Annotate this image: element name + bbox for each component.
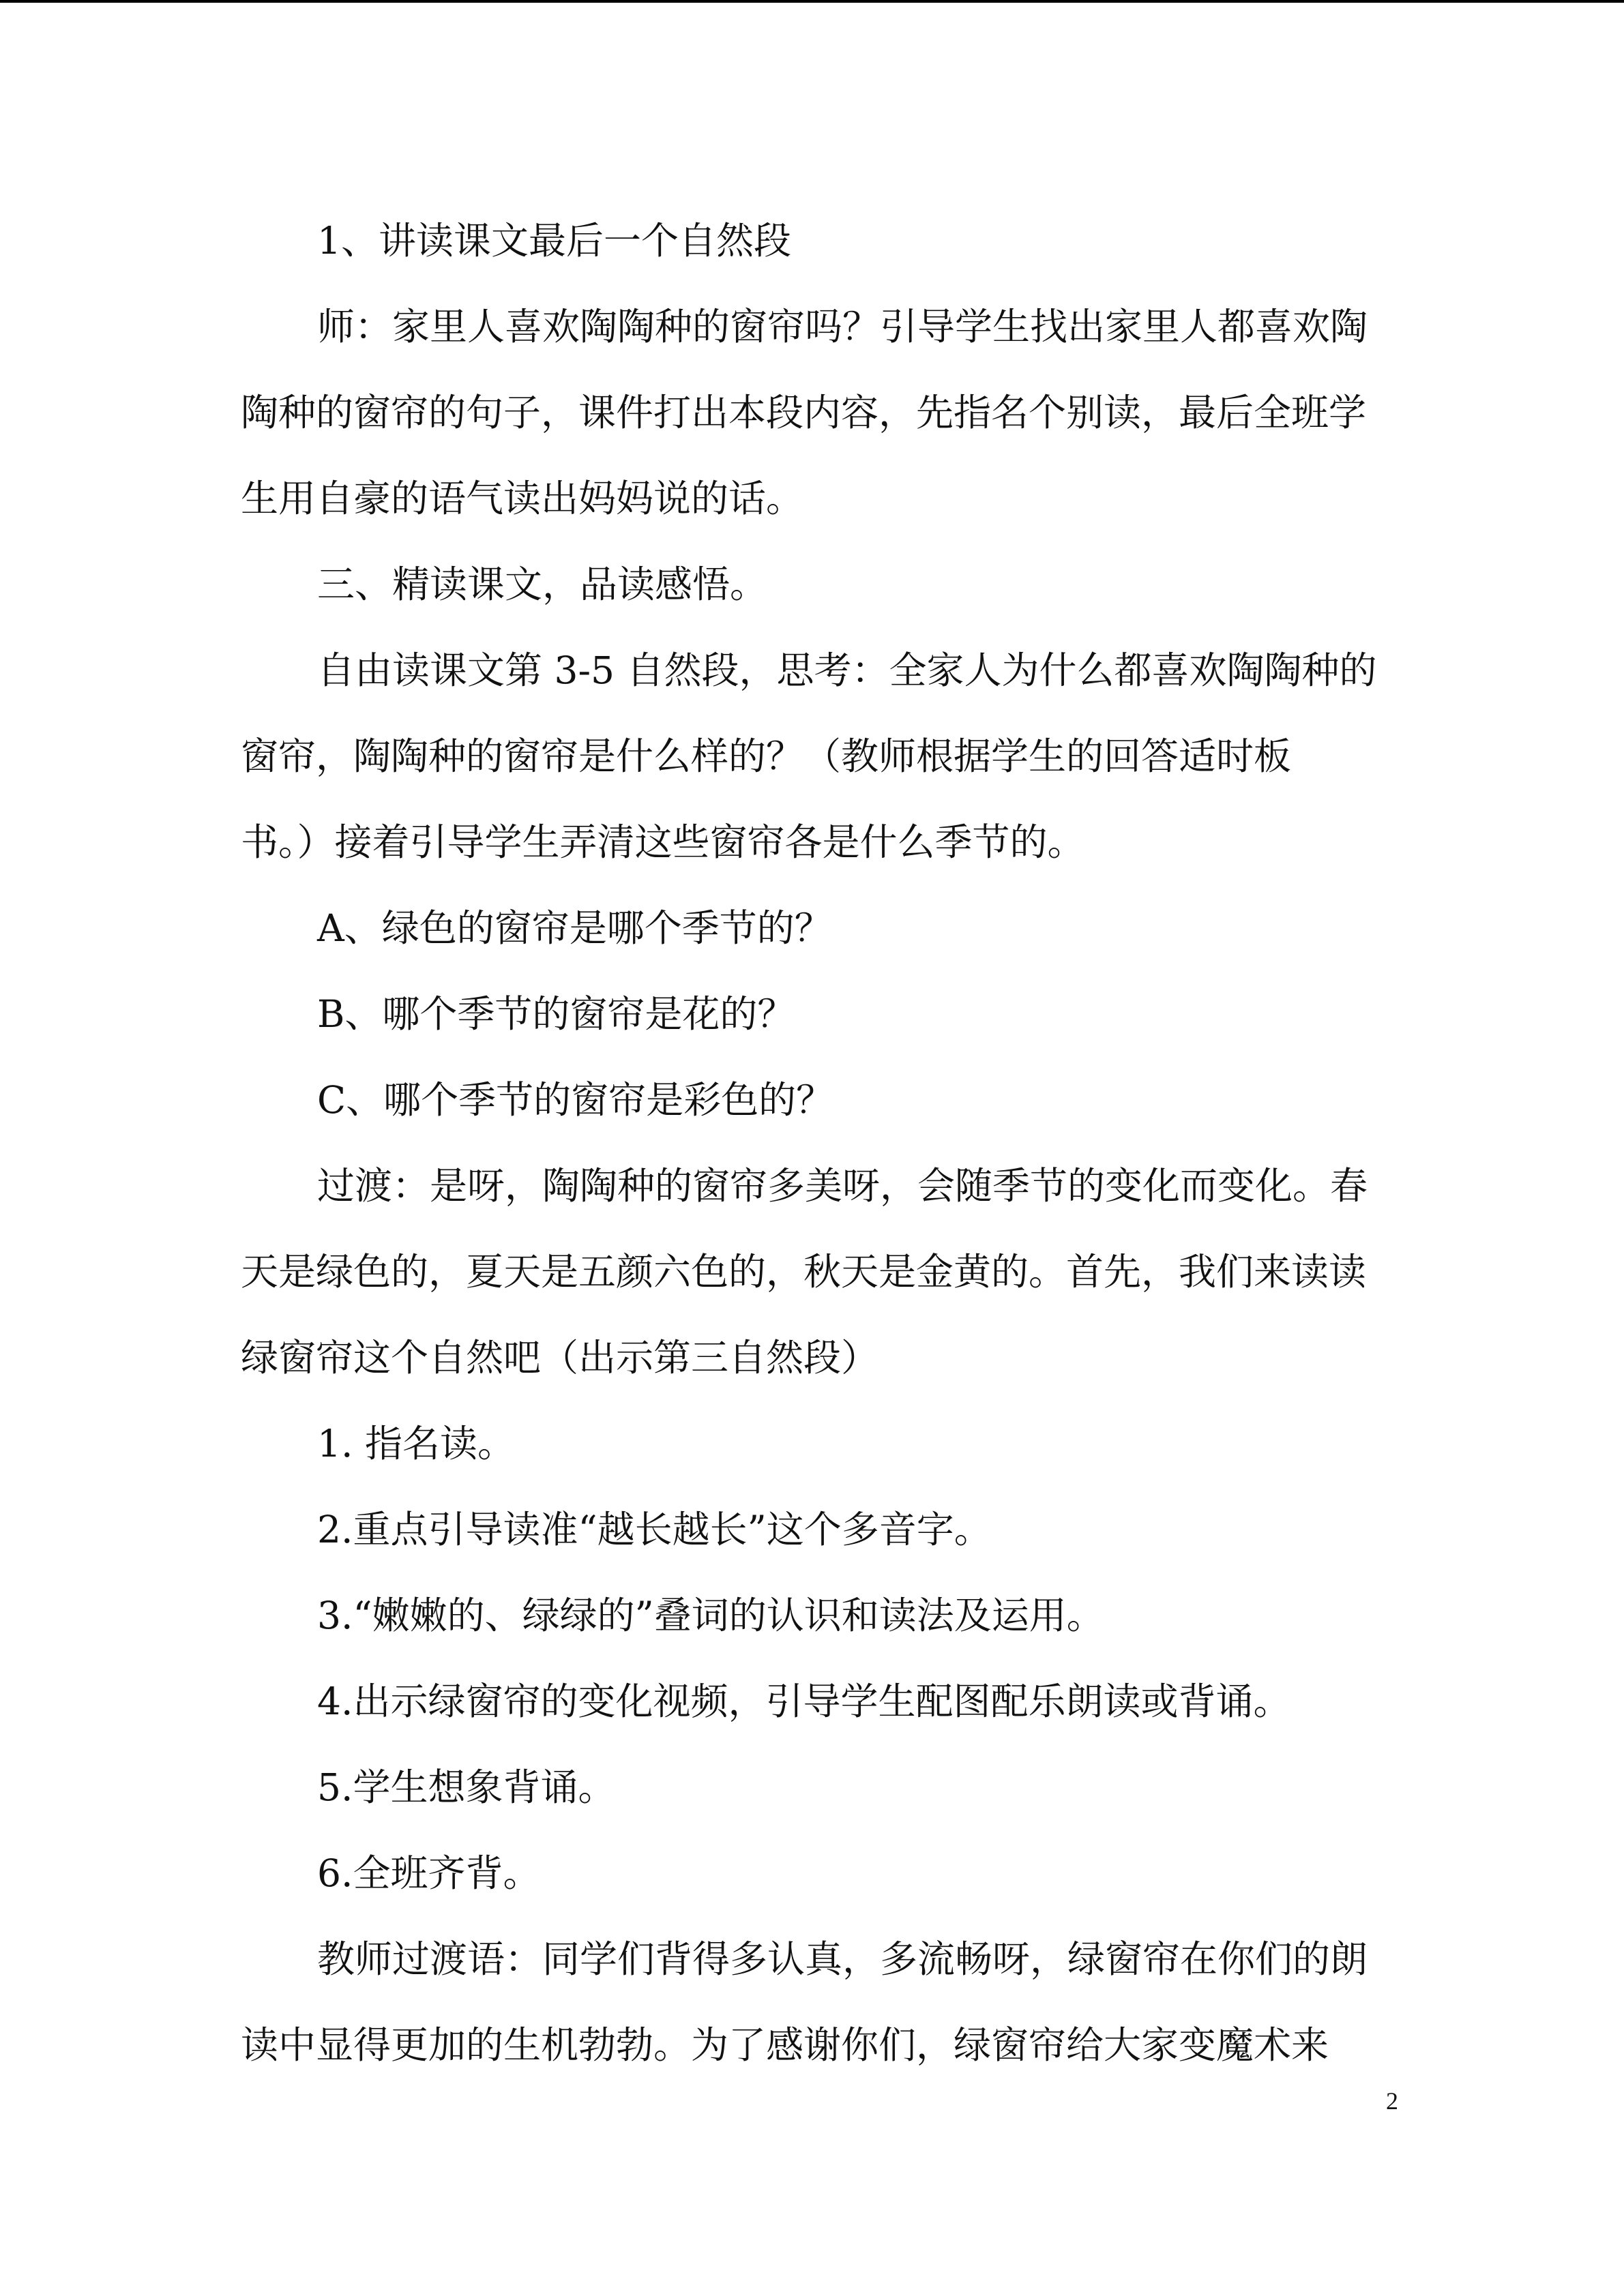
text-line: 2.重点引导读准“越长越长”这个多音字。 <box>317 1508 992 1551</box>
text-line: 教师过渡语：同学们背得多认真，多流畅呀，绿窗帘在你们的朗 <box>317 1937 1368 1981</box>
text-line: 读中显得更加的生机勃勃。为了感谢你们，绿窗帘给大家变魔术来 <box>241 2023 1329 2067</box>
text-line: 绿窗帘这个自然吧（出示第三自然段） <box>241 1336 879 1380</box>
text-line: 书。）接着引导学生弄清这些窗帘各是什么季节的。 <box>241 820 1085 864</box>
text-line: 1. 指名读。 <box>317 1422 515 1465</box>
text-line: 4.出示绿窗帘的变化视频，引导学生配图配乐朗读或背诵。 <box>317 1680 1291 1723</box>
text-line: 天是绿色的，夏天是五颜六色的，秋天是金黄的。首先，我们来读读 <box>241 1250 1367 1294</box>
text-line: 师：家里人喜欢陶陶种的窗帘吗？引导学生找出家里人都喜欢陶 <box>317 305 1368 348</box>
page-number: 2 <box>1386 2087 1398 2115</box>
text-line: 1、讲读课文最后一个自然段 <box>317 219 791 263</box>
text-line: 过渡：是呀，陶陶种的窗帘多美呀，会随季节的变化而变化。春 <box>317 1164 1368 1208</box>
text-line: 自由读课文第 3-5 自然段，思考：全家人为什么都喜欢陶陶种的 <box>317 648 1377 692</box>
text-line: 陶种的窗帘的句子，课件打出本段内容，先指名个别读，最后全班学 <box>241 391 1367 434</box>
text-line: C、哪个季节的窗帘是彩色的？ <box>317 1078 834 1122</box>
top-border <box>0 0 1624 3</box>
text-line: 三、精读课文，品读感悟。 <box>317 563 768 606</box>
text-line: A、绿色的窗帘是哪个季节的？ <box>317 906 832 950</box>
text-line: 窗帘，陶陶种的窗帘是什么样的？（教师根据学生的回答适时板 <box>241 734 1292 778</box>
text-line: 生用自豪的语气读出妈妈说的话。 <box>241 477 804 520</box>
text-line: 3.“嫩嫩的、绿绿的”叠词的认识和读法及运用。 <box>317 1594 1104 1637</box>
text-line: 6.全班齐背。 <box>317 1851 541 1895</box>
text-line: B、哪个季节的窗帘是花的？ <box>317 992 795 1036</box>
body-text <box>241 198 1387 2088</box>
text-line: 5.学生想象背诵。 <box>317 1765 616 1809</box>
